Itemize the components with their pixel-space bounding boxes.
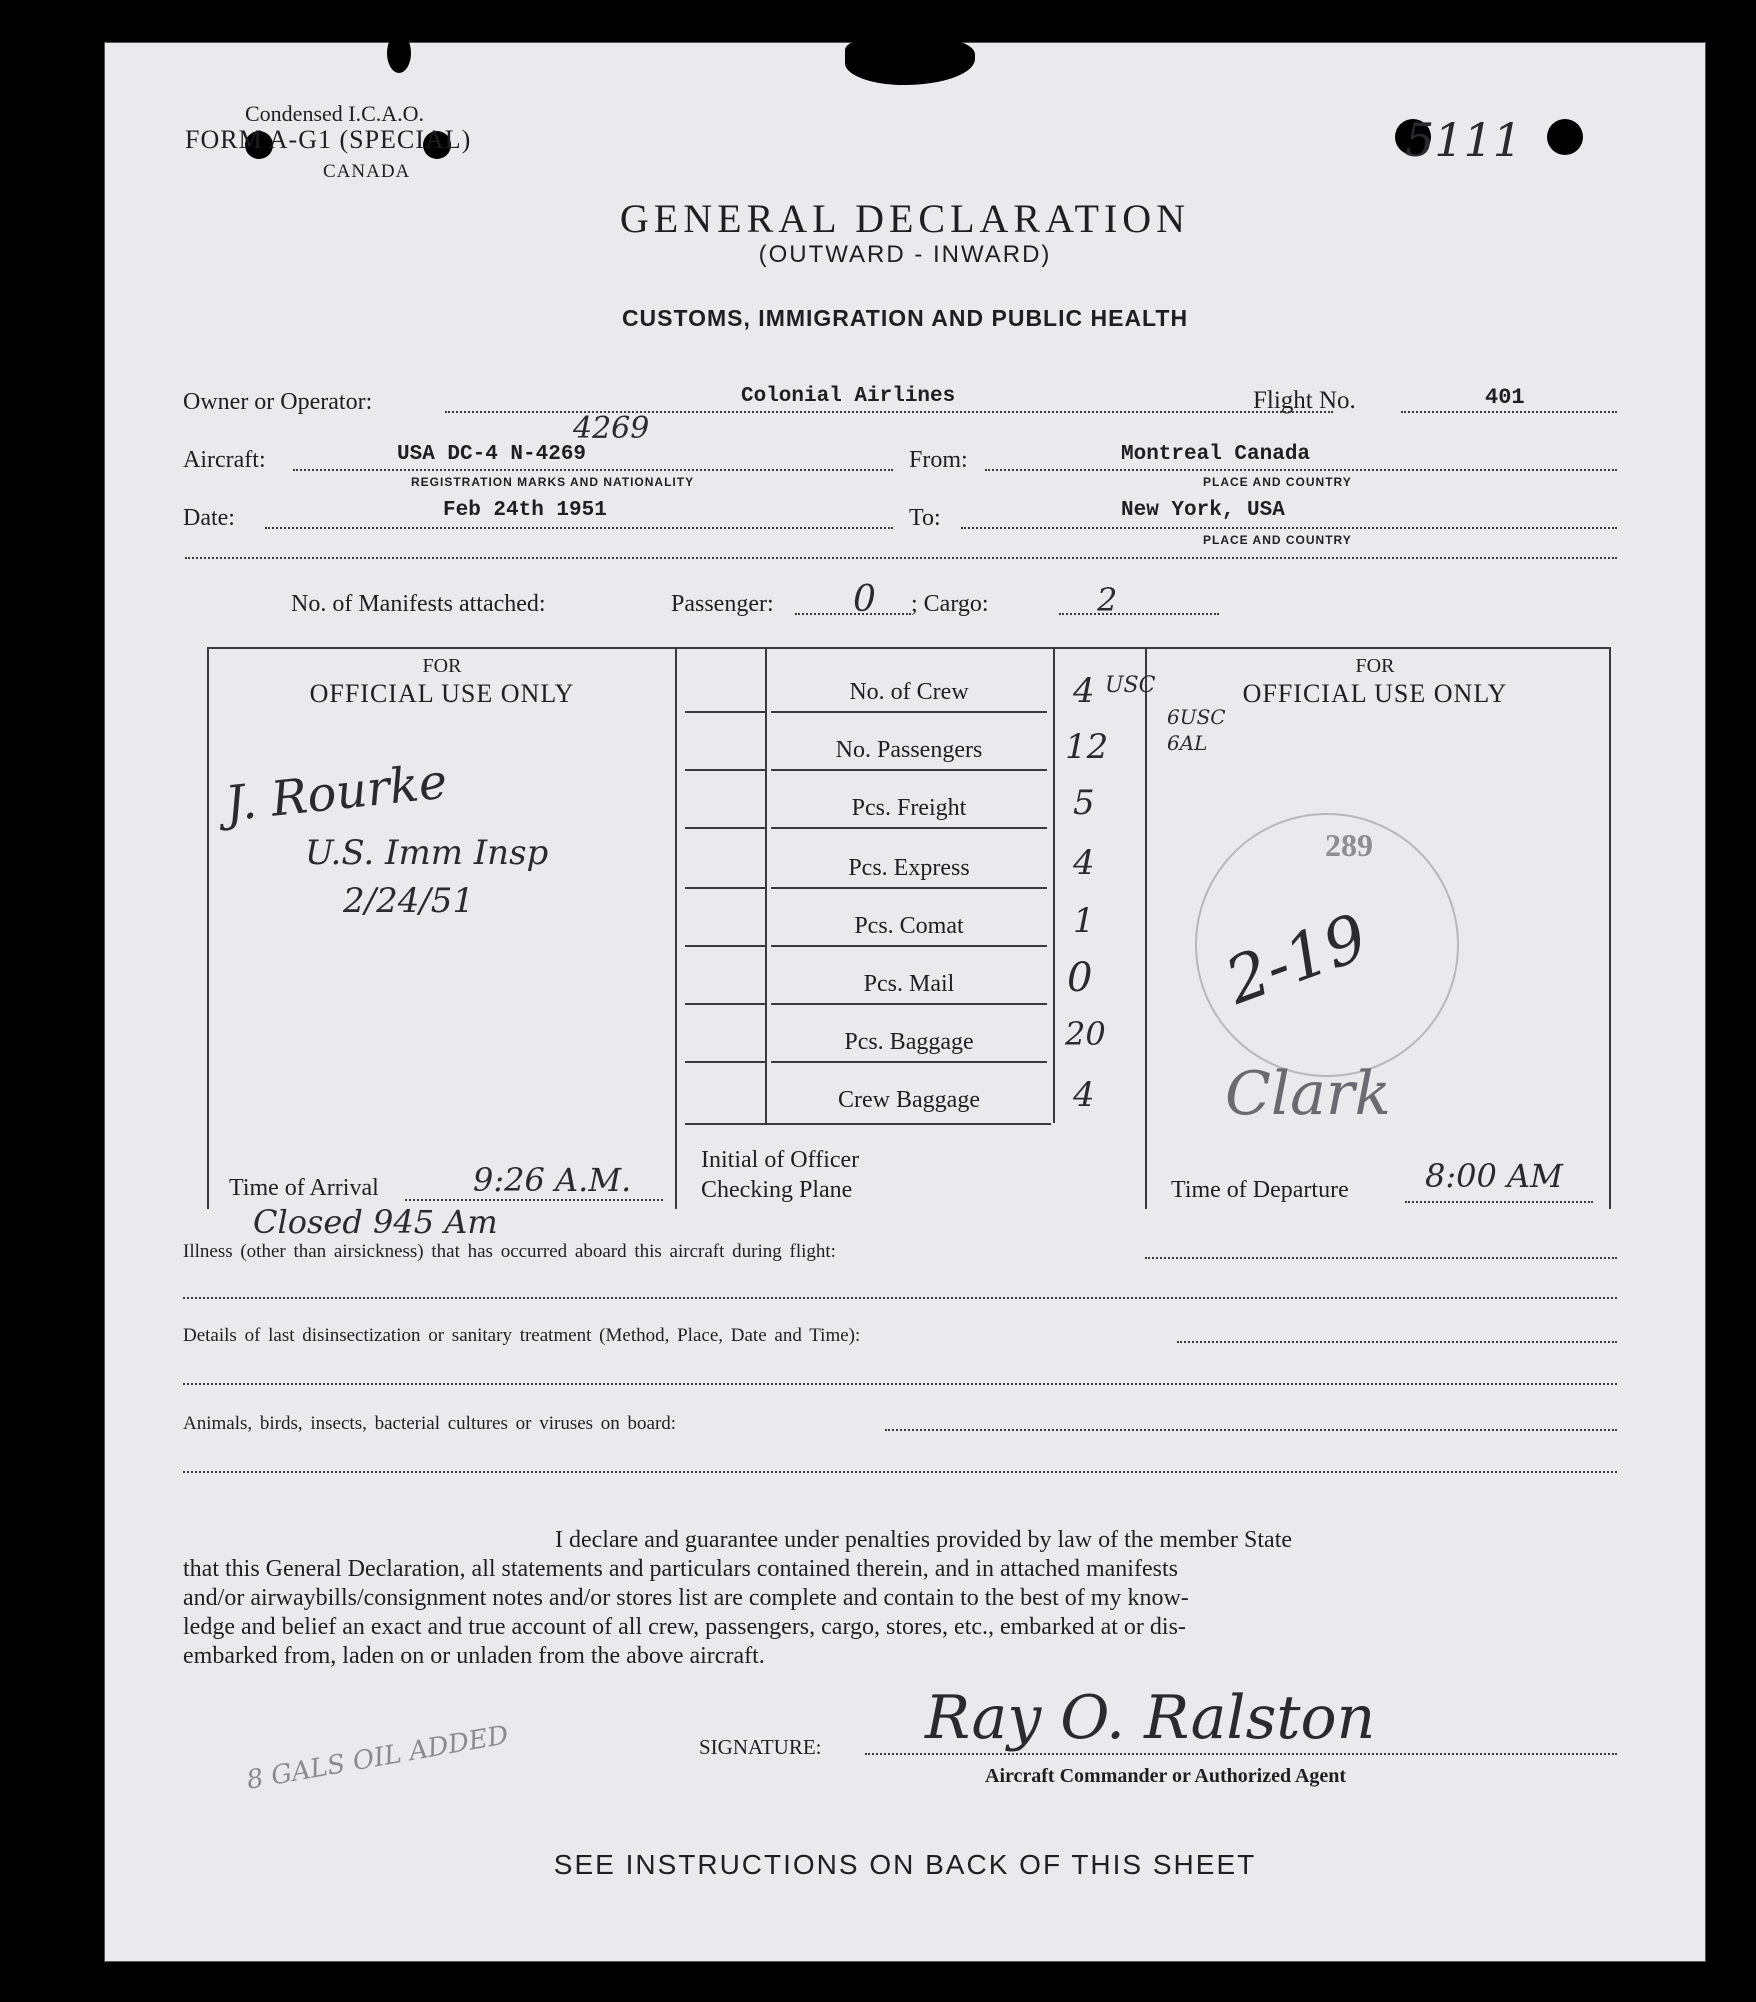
- signature-caption: Aircraft Commander or Authorized Agent: [985, 1765, 1347, 1787]
- row-label-passengers: No. Passengers: [835, 737, 983, 763]
- row-value-express: 4: [1073, 843, 1095, 883]
- to-label: To:: [909, 505, 941, 531]
- row-line: [771, 769, 1047, 771]
- cargo-value: 2: [1097, 581, 1118, 619]
- manifests-label: No. of Manifests attached:: [291, 591, 546, 617]
- hole-blot: [845, 37, 975, 85]
- cargo-label: ; Cargo:: [911, 591, 989, 617]
- inspector-title: U.S. Imm Insp: [305, 833, 549, 873]
- stamp-number: 5111: [1405, 113, 1523, 167]
- row-value-passengers: 12: [1065, 727, 1109, 767]
- left-official-heading-1: FOR: [422, 655, 462, 677]
- page-subtitle: (OUTWARD - INWARD): [758, 241, 1052, 268]
- closed-note: Closed 945 Am: [253, 1203, 498, 1241]
- date-label: Date:: [183, 505, 235, 531]
- owner-label: Owner or Operator:: [183, 389, 373, 415]
- initial-label-1: Initial of Officer: [701, 1147, 860, 1173]
- declaration-line4: ledge and belief an exact and true account of all crew, passengers, cargo, stores, etc., embarked at or dis-: [183, 1614, 1186, 1640]
- flight-line: [1401, 411, 1617, 413]
- aircraft-caption: REGISTRATION MARKS AND NATIONALITY: [411, 475, 695, 489]
- aircraft-handwritten: 4269: [573, 411, 650, 446]
- box-divider: [1145, 647, 1147, 1209]
- declaration-form: [104, 42, 1706, 1962]
- subheading: CUSTOMS, IMMIGRATION AND PUBLIC HEALTH: [621, 305, 1189, 331]
- row-value-comat: 1: [1073, 901, 1095, 941]
- arrival-line: [405, 1199, 663, 1201]
- animals-label: Animals, birds, insects, bacterial cultures or viruses on board:: [183, 1413, 677, 1434]
- separator-line: [185, 557, 1617, 559]
- row-line: [685, 711, 765, 713]
- from-value: Montreal Canada: [1121, 443, 1311, 466]
- row-label-comat: Pcs. Comat: [854, 913, 964, 939]
- row-value-mail: 0: [1067, 955, 1093, 1001]
- departure-line: [1405, 1201, 1593, 1203]
- form-id-line3: CANADA: [323, 161, 411, 182]
- date-line: [265, 527, 893, 529]
- row-line: [685, 1061, 765, 1063]
- row-line: [771, 945, 1047, 947]
- right-official-heading-2: OFFICIAL USE ONLY: [1242, 679, 1508, 708]
- aircraft-value: USA DC-4 N-4269: [397, 443, 587, 466]
- signature-line: [865, 1753, 1617, 1755]
- flight-label: Flight No.: [1253, 387, 1356, 414]
- left-official-heading-2: OFFICIAL USE ONLY: [309, 679, 575, 708]
- signature-label: SIGNATURE:: [699, 1735, 822, 1759]
- passenger-label: Passenger:: [671, 591, 774, 617]
- departure-value: 8:00 AM: [1425, 1157, 1563, 1195]
- from-caption: PLACE AND COUNTRY: [1203, 475, 1352, 489]
- row-line: [771, 711, 1047, 713]
- arrival-label: Time of Arrival: [229, 1175, 379, 1201]
- footer-instructions: SEE INSTRUCTIONS ON BACK OF THIS SHEET: [553, 1849, 1257, 1880]
- row-label-crew: No. of Crew: [849, 679, 969, 705]
- inspector-signature: J. Rourke: [222, 753, 450, 833]
- declaration-line5: embarked from, laden on or unladen from the above aircraft.: [183, 1643, 765, 1669]
- hole-blot: [1547, 119, 1583, 155]
- row-line: [685, 1123, 1051, 1125]
- box-divider: [765, 647, 767, 1123]
- oil-added-note: 8 GALS OIL ADDED: [244, 1720, 511, 1796]
- page-title: GENERAL DECLARATION: [619, 196, 1191, 241]
- aircraft-label: Aircraft:: [183, 447, 266, 473]
- row-label-baggage: Pcs. Baggage: [844, 1029, 974, 1055]
- aircraft-line: [293, 469, 893, 471]
- disinsect-line-2: [183, 1383, 1617, 1385]
- stamp-number-289: 289: [1325, 827, 1373, 863]
- illness-line-2: [183, 1297, 1617, 1299]
- from-label: From:: [909, 447, 968, 473]
- row-line: [685, 769, 765, 771]
- animals-line-2: [183, 1471, 1617, 1473]
- row-line: [771, 827, 1047, 829]
- row-line: [685, 945, 765, 947]
- cargo-line: [1059, 613, 1219, 615]
- disinsect-line: [1177, 1341, 1617, 1343]
- row-line: [771, 1003, 1047, 1005]
- passenger-note-2: 6AL: [1167, 731, 1208, 755]
- inspector-date: 2/24/51: [343, 881, 475, 921]
- row-line: [771, 1061, 1047, 1063]
- box-divider: [1053, 647, 1055, 1123]
- to-line: [961, 527, 1617, 529]
- initial-label-2: Checking Plane: [701, 1177, 853, 1203]
- from-line: [985, 469, 1617, 471]
- flight-value: 401: [1485, 385, 1525, 410]
- row-line: [685, 1003, 765, 1005]
- form-id-line1: Condensed I.C.A.O.: [245, 101, 425, 126]
- illness-label: Illness (other than airsickness) that has occurred aboard this aircraft during flight:: [183, 1241, 836, 1262]
- commander-signature: Ray O. Ralston: [925, 1683, 1376, 1753]
- right-handwritten-date: 2-19: [1216, 900, 1378, 1020]
- row-value-crew-baggage: 4: [1073, 1075, 1095, 1115]
- row-value-crew: 4: [1073, 671, 1095, 711]
- row-value-baggage: 20: [1065, 1015, 1106, 1053]
- box-divider: [675, 647, 677, 1209]
- hole-blot: [387, 33, 411, 73]
- right-official-heading-1: FOR: [1355, 655, 1395, 677]
- owner-value: Colonial Airlines: [741, 385, 956, 408]
- row-line: [771, 887, 1047, 889]
- form-id-line2: FORM A-G1 (SPECIAL): [185, 125, 472, 154]
- date-value: Feb 24th 1951: [443, 499, 607, 522]
- passenger-note-1: 6USC: [1167, 705, 1226, 729]
- to-value: New York, USA: [1121, 499, 1285, 522]
- officer-signature: Clark: [1225, 1059, 1391, 1129]
- illness-line: [1145, 1257, 1617, 1259]
- crew-note: USC: [1105, 673, 1156, 698]
- disinsect-label: Details of last disinsectization or sanitary treatment (Method, Place, Date and Time):: [183, 1325, 861, 1346]
- animals-line: [885, 1429, 1617, 1431]
- declaration-line1: I declare and guarantee under penalties provided by law of the member State: [555, 1527, 1293, 1553]
- row-line: [685, 827, 765, 829]
- arrival-value: 9:26 A.M.: [473, 1161, 632, 1199]
- row-line: [685, 887, 765, 889]
- row-label-express: Pcs. Express: [848, 855, 970, 881]
- row-value-freight: 5: [1073, 783, 1095, 823]
- row-label-mail: Pcs. Mail: [863, 971, 955, 997]
- row-label-freight: Pcs. Freight: [851, 795, 967, 821]
- to-caption: PLACE AND COUNTRY: [1203, 533, 1352, 547]
- declaration-line3: and/or airwaybills/consignment notes and/or stores list are complete and contain to the best of my know-: [183, 1585, 1189, 1611]
- declaration-line2: that this General Declaration, all statements and particulars contained therein, and in attached manifests: [183, 1556, 1178, 1582]
- row-label-crew-baggage: Crew Baggage: [838, 1087, 980, 1113]
- departure-label: Time of Departure: [1171, 1177, 1349, 1203]
- passenger-value: 0: [853, 579, 876, 620]
